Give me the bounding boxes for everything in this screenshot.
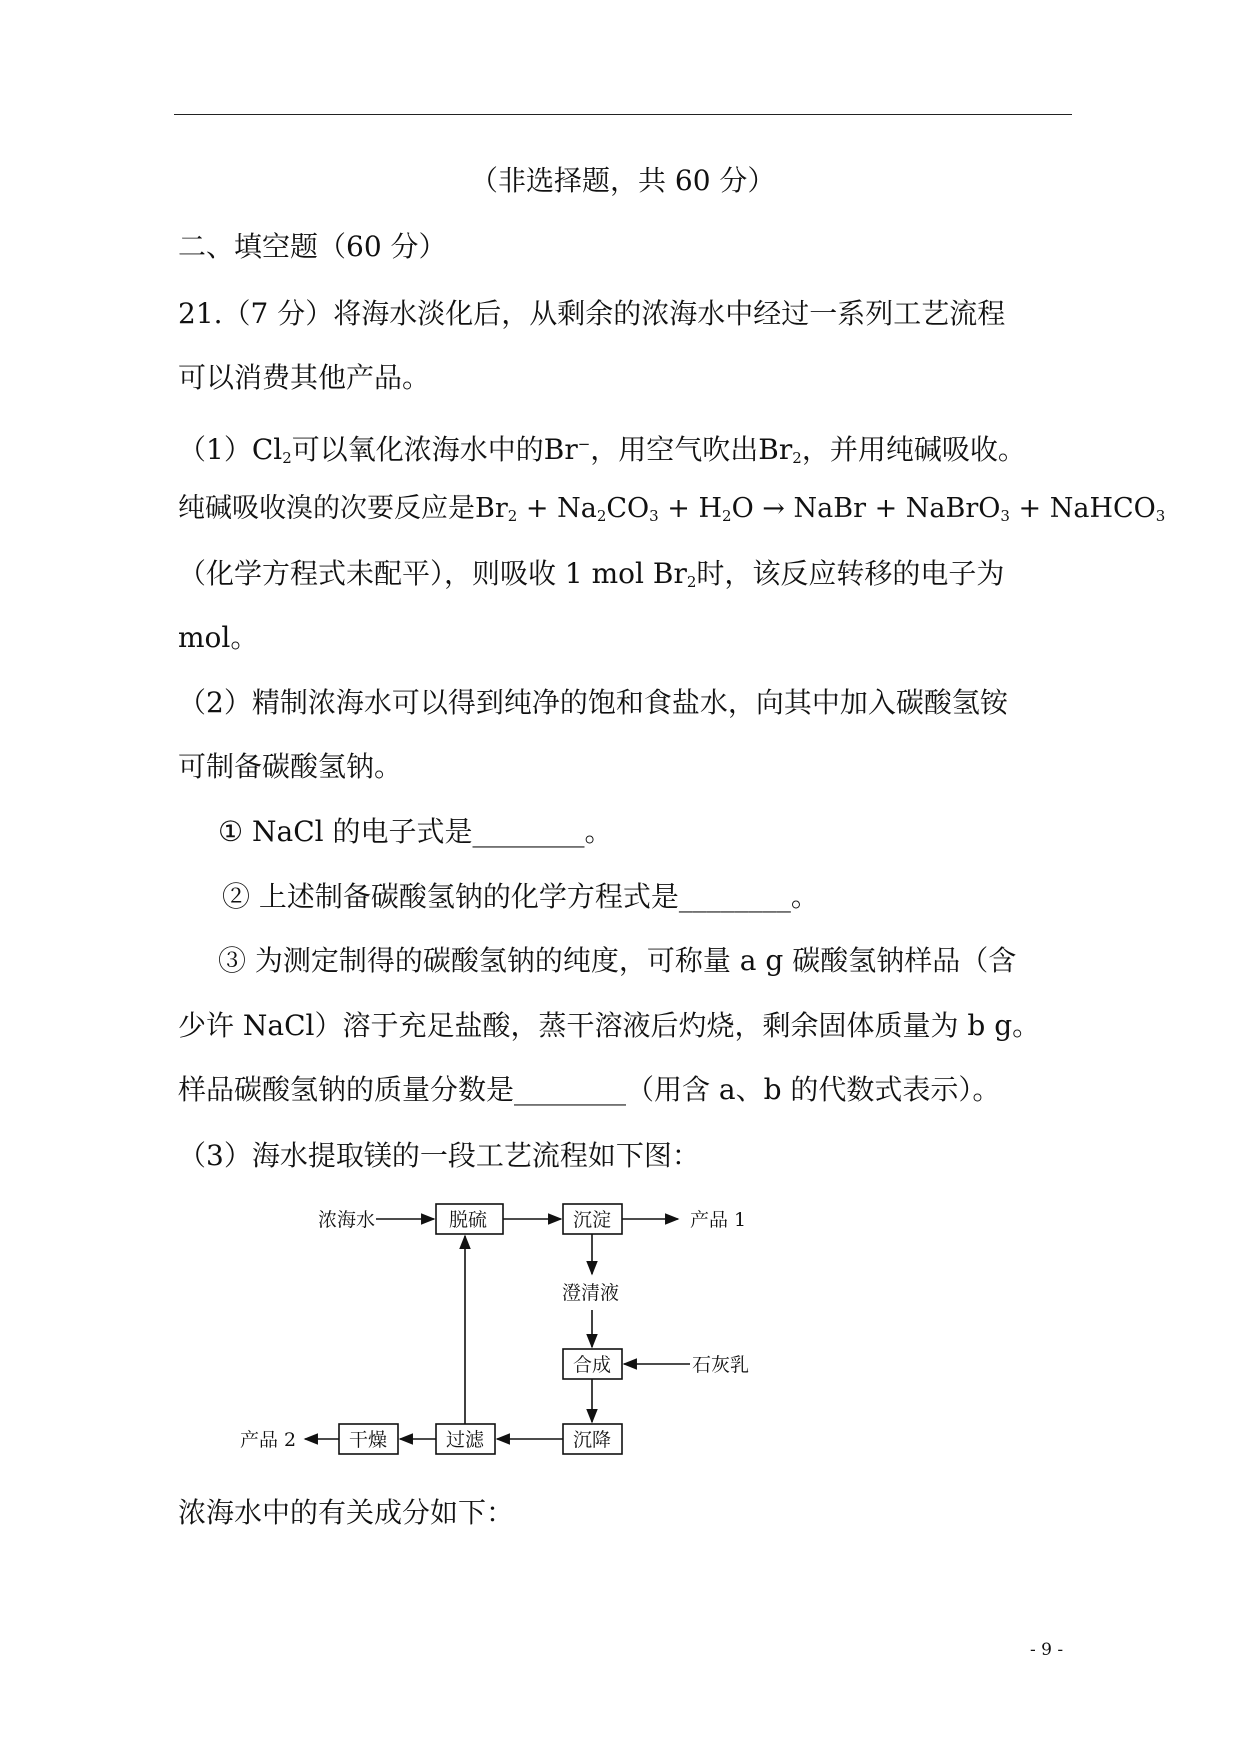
subscript: 2 <box>686 573 697 591</box>
label-precipitate: 沉淀 <box>573 1209 612 1231</box>
part2-line2: 可制备碳酸氢钠。 <box>178 750 403 783</box>
subq3-line1: ③ 为测定制得的碳酸氢钠的纯度，可称量 a g 碳酸氢钠样品（含 <box>218 944 1017 977</box>
part2-line1: （2）精制浓海水可以得到纯净的饱和食盐水，向其中加入碳酸氢铵 <box>178 686 1008 719</box>
text: ② 上述制备碳酸氢钠的化学方程式是 <box>222 880 679 913</box>
label-lime: 石灰乳 <box>692 1354 750 1376</box>
text: + NaHCO <box>1009 493 1156 524</box>
text: ① NaCl 的电子式是 <box>218 815 473 848</box>
after-diagram-line: 浓海水中的有关成分如下： <box>178 1496 515 1529</box>
text: 纯碱吸收溴的次要反应是Br <box>178 493 508 524</box>
section-title: （非选择题，共 60 分） <box>470 164 776 197</box>
subscript: 2 <box>282 449 292 467</box>
text: CO <box>606 493 650 524</box>
text: 可以氧化浓海水中的Br <box>291 433 578 466</box>
page-number: - 9 - <box>1030 1640 1064 1660</box>
label-dry: 干燥 <box>349 1429 388 1451</box>
superscript: − <box>577 435 591 453</box>
text: + Na <box>517 493 597 524</box>
answer-blank: ________ <box>678 880 791 913</box>
subscript: 2 <box>792 449 802 467</box>
label-seawater: 浓海水 <box>318 1209 376 1231</box>
text: （化学方程式未配平），则吸收 1 mol Br <box>178 557 687 590</box>
text: + H <box>658 493 723 524</box>
label-product2: 产品 2 <box>240 1429 297 1451</box>
text: 。 <box>584 815 613 848</box>
text: 样品碳酸氢钠的质量分数是 <box>178 1073 515 1106</box>
subscript: 3 <box>1000 507 1010 525</box>
label-settle: 沉降 <box>573 1429 612 1451</box>
subq3-line2: 少许 NaCl）溶于充足盐酸，蒸干溶液后灼烧，剩余固体质量为 b g。 <box>178 1009 1041 1042</box>
subscript: 2 <box>507 507 518 525</box>
label-product1: 产品 1 <box>690 1209 747 1231</box>
text: （1）Cl <box>178 433 283 466</box>
subscript: 3 <box>649 507 659 525</box>
part1-line4: mol。 <box>178 621 259 654</box>
text: ，并用纯碱吸收。 <box>801 433 1026 466</box>
question-intro-2: 可以消费其他产品。 <box>178 361 431 394</box>
text: O → NaBr + NaBrO <box>731 493 1001 524</box>
text: （用含 a、b 的代数式表示）。 <box>626 1073 1001 1106</box>
label-desulfur: 脱硫 <box>449 1209 488 1231</box>
subscript: 2 <box>596 507 607 525</box>
label-synth: 合成 <box>573 1354 612 1376</box>
question-intro-1: 21.（7 分）将海水淡化后，从剩余的浓海水中经过一系列工艺流程 <box>178 297 1006 330</box>
part3-line: （3）海水提取镁的一段工艺流程如下图： <box>178 1139 700 1172</box>
label-clear: 澄清液 <box>562 1282 620 1304</box>
subscript: 3 <box>1155 507 1166 525</box>
answer-blank: ________ <box>472 815 585 848</box>
section-heading: 二、填空题（60 分） <box>178 230 447 263</box>
answer-blank: ________ <box>514 1073 627 1106</box>
label-filter: 过滤 <box>446 1429 485 1451</box>
subscript: 2 <box>722 507 732 525</box>
text: 时，该反应转移的电子为 <box>696 557 1005 590</box>
text: ，用空气吹出Br <box>590 433 793 466</box>
text: 。 <box>790 880 819 913</box>
